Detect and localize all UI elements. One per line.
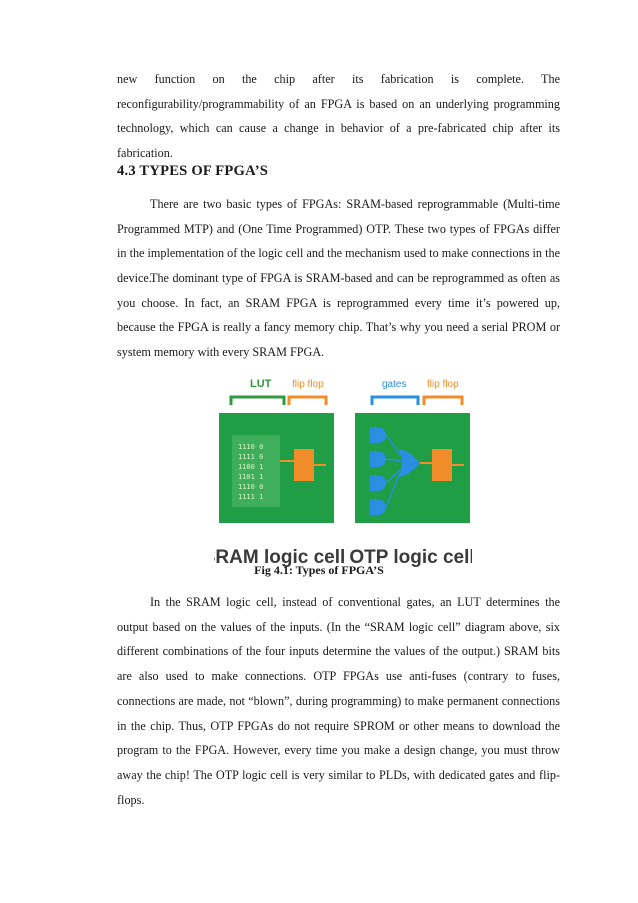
sram-flipflop-bracket xyxy=(289,397,326,405)
gates-bracket xyxy=(372,397,418,405)
lut-row: 1100 1 xyxy=(238,463,264,471)
sram-logic-cell xyxy=(214,378,345,568)
fpga-types-figure xyxy=(214,373,472,573)
section-heading: 4.3 TYPES OF FPGA’S xyxy=(117,163,269,179)
and-gate xyxy=(370,427,386,443)
and-gate xyxy=(370,451,386,467)
sram-flipflop-block xyxy=(294,449,314,481)
paragraph-sram: The dominant type of FPGA is SRAM-based and can be reprogrammed as often as you choose. In fact, an SRAM FPGA is reprogrammed every time it’s powered up, because the FPGA is really a fancy memory chip. That’s why you need a serial PROM or system memory with every SRAM FPGA. xyxy=(117,271,560,360)
and-gate xyxy=(370,499,386,515)
paragraph-sram-otp-detail: In the SRAM logic cell, instead of conventional gates, an LUT determines the output based on the values of the inputs. (In the “SRAM logic cell” diagram above, six different combinations of the four inputs determine the values of the output.) SRAM bits are also used to make connections. OTP FPGAs use anti-fuses (contrary to fuses, connections are made, not “blown”, during programming) to make permanent connections in the chip. Thus, OTP FPGAs do not require SPROM or other means to download the program to the FPGA. However, every time you make a design change, you must throw away the chip! The OTP logic cell is very similar to PLDs, with dedicated gates and flip-flops. xyxy=(117,595,560,807)
and-gate xyxy=(370,475,386,491)
sram-cell-title: SRAM logic cell xyxy=(214,547,346,568)
otp-flipflop-label: flip flop xyxy=(427,379,459,390)
otp-logic-cell xyxy=(349,379,472,568)
otp-flipflop-block xyxy=(432,449,452,481)
lut-bracket xyxy=(231,397,284,405)
paragraph-intro: new function on the chip after its fabrication is complete. The reconfigurability/programmability of an FPGA is based on an underlying programming technology, which can cause a change in behavior of a pre-fabricated chip after its fabrication. xyxy=(117,72,560,161)
fpga-types-diagram xyxy=(214,373,472,573)
otp-cell-title: OTP logic cell xyxy=(349,547,472,568)
lut-label: LUT xyxy=(250,378,272,390)
figure-caption: Fig 4.1: Types of FPGA’S xyxy=(254,563,384,577)
sram-flipflop-label: flip flop xyxy=(292,379,324,390)
lut-row: 1111 0 xyxy=(238,453,264,461)
lut-row: 1110 0 xyxy=(238,443,264,451)
otp-flipflop-bracket xyxy=(424,397,462,405)
lut-row: 1101 1 xyxy=(238,473,264,481)
gates-label: gates xyxy=(382,379,407,390)
lut-row: 1110 0 xyxy=(238,483,264,491)
lut-row: 1111 1 xyxy=(238,493,264,501)
paragraph-types: There are two basic types of FPGAs: SRAM-based reprogrammable (Multi-time Programmed MTP) and (One Time Programmed) OTP. These two types of FPGAs differ in the implementation of the logic cell and the mechanism used to make connections in the device. xyxy=(117,197,560,286)
